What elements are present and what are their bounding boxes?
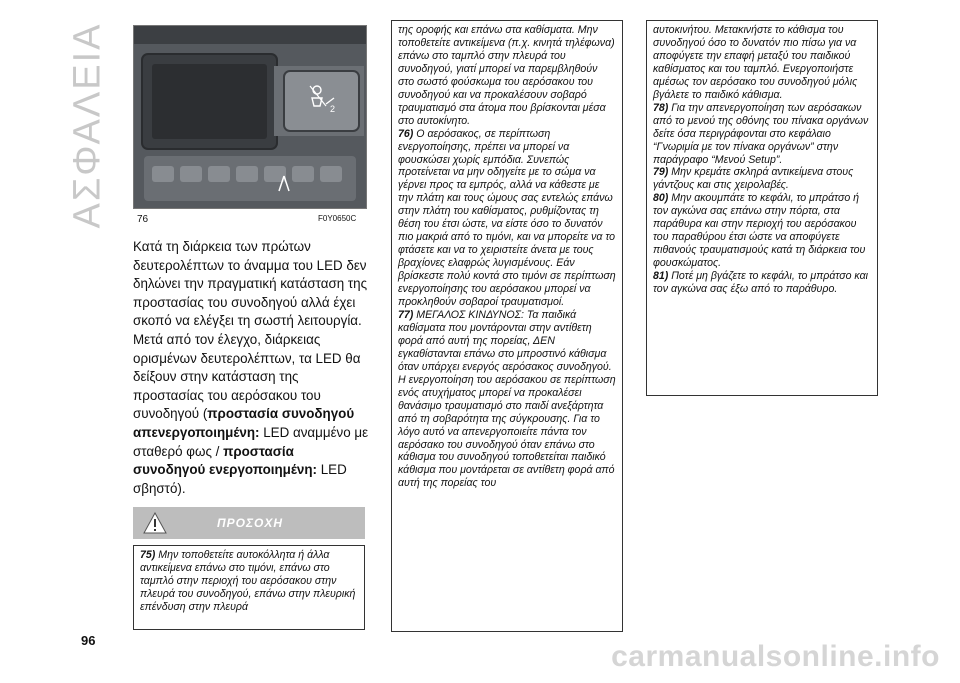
svg-text:2: 2 (330, 104, 336, 114)
warning-title: ΠΡΟΣΟΧΗ (217, 516, 284, 530)
section-title: ΑΣΦΑΛΕΙΑ (66, 21, 109, 229)
led-explanation-paragraph: Κατά τη διάρκεια των πρώτων δευτερολέπτων το άναμμα του LED δεν δηλώνει την πραγματική κατάσταση της προστασίας του συνοδηγού αλλά έχει σκοπό να ελέγξει τη σωστή λειτουργία. Μετά από τον έλεγχο, διάρκειας ορισμένων δευτερολέπτων, τα LED θα δείξουν στην κατάσταση της προστασίας του αερόσακου του συνοδηγού (προστασία συνοδηγού απενεργοποιημένη: LED αναμμένο με σταθερό φως / προστασία συνοδηγού ενεργοποιημένη: LED σβηστό). (133, 239, 369, 496)
warning-box-column3 (646, 20, 878, 396)
warning-box-column1 (133, 545, 365, 630)
dashboard-illustration (134, 26, 366, 208)
dashboard-photo (133, 25, 367, 209)
page-number: 96 (81, 633, 96, 648)
note-75-continued: της οροφής και επάνω στα καθίσματα. Μην τοποθετείτε αντικείμενα (π.χ. κινητά τηλέφωνα) επάνω στο ταμπλό στην πλευρά του συνοδηγού, γιατί μπορεί να παρεμβληθούν στο σωστό φούσκωμα του αερόσακου του συνοδηγού και να προκαλέσουν σοβαρό τραυματισμό στα άτομα που βρίσκονται μέσα στο αυτοκίνητο. (398, 24, 615, 127)
warning-icon (143, 512, 167, 534)
figure-code: F0Y0650C (318, 214, 357, 223)
note-79: 79) Μην κρεμάτε σκληρά αντικείμενα στους γάντζους και στις χειρολαβές. (653, 166, 854, 192)
note-77-continued: αυτοκινήτου. Μετακινήστε το κάθισμα του συνοδηγού όσο το δυνατόν πιο πίσω για να αποφύγετε την επαφή μεταξύ του παιδικού καθίσματος και του ταμπλό. Ενεργοποιήστε αμέσως τον αερόσακο του συνοδηγού μόλις βγάλετε το παιδικό κάθισμα. (653, 24, 858, 101)
warning-box-column2 (391, 20, 623, 632)
watermark: carmanualsonline.info (611, 640, 940, 673)
note-81: 81) Ποτέ μη βγάζετε το κεφάλι, το μπράτσο και τον αγκώνα σας έξω από το παράθυρο. (653, 270, 868, 296)
note-77: 77) ΜΕΓΑΛΟΣ ΚΙΝΔΥΝΟΣ: Τα παιδικά καθίσματα που μοντάρονται στην αντίθετη φορά από αυτή της πορείας, ΔΕΝ εγκαθίστανται επάνω στο μπροστινό κάθισμα όταν υπάρχει ενεργός αερόσακος συνοδηγού. Η ενεργοποίηση του αερόσακου σε περίπτωση ενός ατυχήματος μπορεί να προκαλέσει θανάσιμο τραυματισμό στο παιδί ανεξάρτητα από τη σοβαρότητα της σύγκρουσης. Για το λόγο αυτό να απενεργοποιείτε πάντα τον αερόσακο του συνοδηγού όταν επάνω στο κάθισμα του συνοδηγού τοποθετείται παιδικό κάθισμα που μοντάρεται σε αντίθετη φορά από αυτή της πορείας του (398, 308, 616, 490)
figure-number: 76 (137, 214, 149, 225)
warning-header (133, 507, 365, 539)
note-80: 80) Μην ακουμπάτε το κεφάλι, το μπράτσο ή τον αγκώνα σας επάνω στην πόρτα, στα παράθυρα και στην περιοχή του αερόσακου του παραθύρου έτσι ώστε να αποφύγετε πιθανούς τραυματισμούς κατά τη διάρκεια του φουσκώματος. (653, 192, 866, 270)
note-76: 76) Ο αερόσακος, σε περίπτωση ενεργοποίησης, πρέπει να μπορεί να φουσκώσει χωρίς εμπόδια. Συνεπώς προτείνεται να μην οδηγείτε με το σώμα να γέρνει προς τα εμπρός, αλλά να κάθεστε με την πλάτη και τους ώμους σας εντελώς επάνω στην πλάτη του καθίσματος, ρυθμίζοντας τη θέση του έτσι ώστε, να είστε όσο το δυνατόν πιο μακριά από το τιμόνι, και να μπορείτε να το φτάσετε και να το χειριστείτε άνετα με τους βραχίονες ελαφρώς λυγισμένους. Εάν βρίσκεστε πολύ κοντά στο τιμόνι σε περίπτωση ενεργοποίησης του αερόσακου μπορεί να προκληθούν σοβαροί τραυματισμοί. (398, 127, 616, 309)
note-75: 75) Μην τοποθετείτε αυτοκόλλητα ή άλλα αντικείμενα επάνω στο τιμόνι, επάνω στο ταμπλό στην περιοχή του αερόσακου στην πλευρά του συνοδηγού, επάνω στην πλευρική επένδυση στην πλευρά (140, 549, 356, 613)
note-78: 78) Για την απενεργοποίηση των αερόσακων από το μενού της οθόνης του πίνακα οργάνων δείτε όσα περιγράφονται στο κεφάλαιο “Γνωριμία με τον πίνακα οργάνων” στην παράγραφο “Μενού Setup”. (653, 101, 869, 166)
